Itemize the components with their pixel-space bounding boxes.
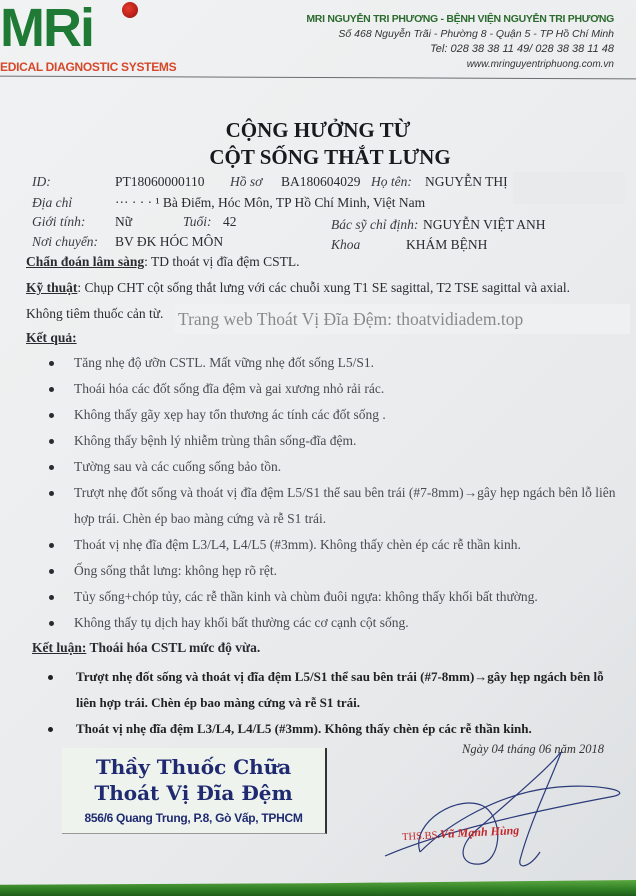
doctor-label: Bác sỹ chỉ định:: [331, 217, 419, 232]
result-item: Thoái hóa các đốt sống đĩa đệm và gai xương nhỏ rải rác.: [40, 376, 620, 402]
result-item: Không thấy gãy xẹp hay tổn thương ác tính các đốt sống .: [40, 402, 620, 428]
hospital-website: www.mringuyentriphuong.com.vn: [466, 59, 614, 70]
result-item: Thoát vị nhẹ đĩa đệm L3/L4, L4/L5 (#3mm). Không thấy chèn ép các rễ thần kinh.: [40, 532, 620, 558]
technique-label: Kỹ thuật: [26, 280, 78, 295]
clinical-diagnosis: [26, 254, 300, 270]
ad-line-2: Thoát Vị Đĩa Đệm: [94, 781, 293, 805]
ad-address: 856/6 Quang Trung, P.8, Gò Vấp, TPHCM: [84, 811, 303, 825]
dept-value: KHÁM BỆNH: [406, 237, 488, 252]
conclusion: [32, 640, 260, 656]
id-value: PT18060000110: [115, 174, 205, 189]
bullet-icon: [49, 413, 54, 418]
gender-label: Giới tính:: [32, 214, 86, 229]
mri-logo: MRi: [0, 0, 93, 58]
clinical-diagnosis-value: : TD thoát vị đĩa đệm CSTL.: [144, 254, 300, 269]
technique-note: Không tiêm thuốc cản từ.: [26, 306, 164, 321]
results-heading: Kết quả:: [26, 330, 77, 345]
gender-value: Nữ: [115, 214, 133, 229]
conclusion-item: Trượt nhẹ đốt sống và thoát vị đĩa đệm L5/S1 thể sau bên trái (#7-8mm)→gây hẹp ngách bên lỗ liên hợp trái. Chèn ép bao màng cứng và rễ S1 trái.: [32, 664, 622, 716]
doctor-value: NGUYỄN VIỆT ANH: [423, 217, 546, 232]
hospital-address: Số 468 Nguyễn Trãi - Phường 8 - Quận 5 - TP Hồ Chí Minh: [338, 28, 614, 40]
bullet-icon: [49, 361, 54, 366]
doctor-name: Vũ Mạnh Hùng: [439, 822, 520, 842]
watermark-banner: Trang web Thoát Vị Đĩa Đệm: thoatvidiadem.top: [174, 304, 630, 334]
result-item: Tăng nhẹ độ ưỡn CSTL. Mất vững nhẹ đốt sống L5/S1.: [40, 350, 620, 376]
bullet-icon: [49, 491, 54, 496]
result-item: Không thấy bệnh lý nhiễm trùng thân sống-đĩa đệm.: [40, 428, 620, 454]
address-label: Địa chỉ: [32, 195, 73, 210]
hospital-name: MRI NGUYỄN TRI PHƯƠNG - BỆNH VIỆN NGUYỄN TRI PHƯƠNG: [306, 13, 614, 25]
logo-dot-icon: [122, 2, 138, 18]
conclusion-label: Kết luận:: [32, 640, 87, 655]
conclusion-list: [32, 664, 622, 742]
name-value: NGUYỄN THỊ: [425, 174, 508, 189]
bullet-icon: [49, 621, 54, 626]
age-value: 42: [223, 214, 237, 229]
referral-label: Nơi chuyển:: [32, 234, 99, 249]
conclusion-value: Thoái hóa CSTL mức độ vừa.: [86, 640, 261, 655]
bullet-icon: [49, 543, 54, 548]
results-list: [40, 350, 620, 636]
name-label: Họ tên:: [371, 174, 412, 189]
signature-icon: [380, 752, 630, 872]
record-value: BA180604029: [281, 174, 361, 189]
bullet-icon: [49, 595, 54, 600]
clinical-diagnosis-label: Chẩn đoán lâm sàng: [26, 254, 145, 269]
bullet-icon: [49, 465, 54, 470]
result-item: Ống sống thắt lưng: không hẹp rõ rệt.: [40, 558, 620, 584]
ad-line-1: Thầy Thuốc Chữa: [95, 755, 292, 779]
letterhead: [0, 0, 636, 80]
bullet-icon: [49, 387, 54, 392]
advertisement-box: [62, 748, 327, 834]
redaction-box: [513, 172, 625, 204]
report-subtitle: CỘT SỐNG THẮT LƯNG: [209, 145, 451, 169]
result-item: Tủy sống+chóp tủy, các rễ thần kinh và chùm đuôi ngựa: không thấy khối bất thường.: [40, 584, 620, 610]
referral-value: BV ĐK HÓC MÔN: [115, 234, 224, 249]
bullet-icon: [49, 439, 54, 444]
bullet-icon: [48, 675, 53, 680]
bullet-icon: [48, 727, 53, 732]
dept-label: Khoa: [331, 237, 361, 252]
technique-value: : Chụp CHT cột sống thắt lưng với các chuỗi xung T1 SE sagittal, T2 TSE sagittal và axial.: [77, 280, 571, 295]
conclusion-item: Thoát vị nhẹ đĩa đệm L3/L4, L4/L5 (#3mm). Không thấy chèn ép các rễ thần kinh.: [32, 716, 622, 742]
technique: [26, 280, 570, 296]
id-label: ID:: [32, 174, 51, 189]
logo-subtitle: EDICAL DIAGNOSTIC SYSTEMS: [0, 60, 177, 74]
hospital-info: [306, 12, 614, 72]
header-divider: [0, 76, 636, 80]
record-label: Hồ sơ: [230, 174, 263, 189]
result-item: Tường sau và các cuống sống bảo tồn.: [40, 454, 620, 480]
age-label: Tuổi:: [183, 214, 212, 229]
bullet-icon: [49, 569, 54, 574]
footer-band: [0, 880, 636, 896]
hospital-phone: Tel: 028 38 38 11 49/ 028 38 38 11 48: [430, 43, 614, 55]
report-title: CỘNG HƯỞNG TỪ: [225, 118, 411, 142]
address-value: ··· · · · ¹ Bà Điểm, Hóc Môn, TP Hồ Chí Minh, Việt Nam: [115, 195, 426, 210]
result-item: Trượt nhẹ đốt sống và thoát vị đĩa đệm L5/S1 thể sau bên trái (#7-8mm)→gây hẹp ngách bên lỗ liên hợp trái. Chèn ép bao màng cứng và rễ S1 trái.: [40, 480, 620, 532]
result-item: Không thấy tụ dịch hay khối bất thường các cơ cạnh cột sống.: [40, 610, 620, 636]
report-date: Ngày 04 tháng 06 năm 2018: [462, 742, 605, 756]
doctor-title: THS.BS.: [401, 830, 441, 844]
